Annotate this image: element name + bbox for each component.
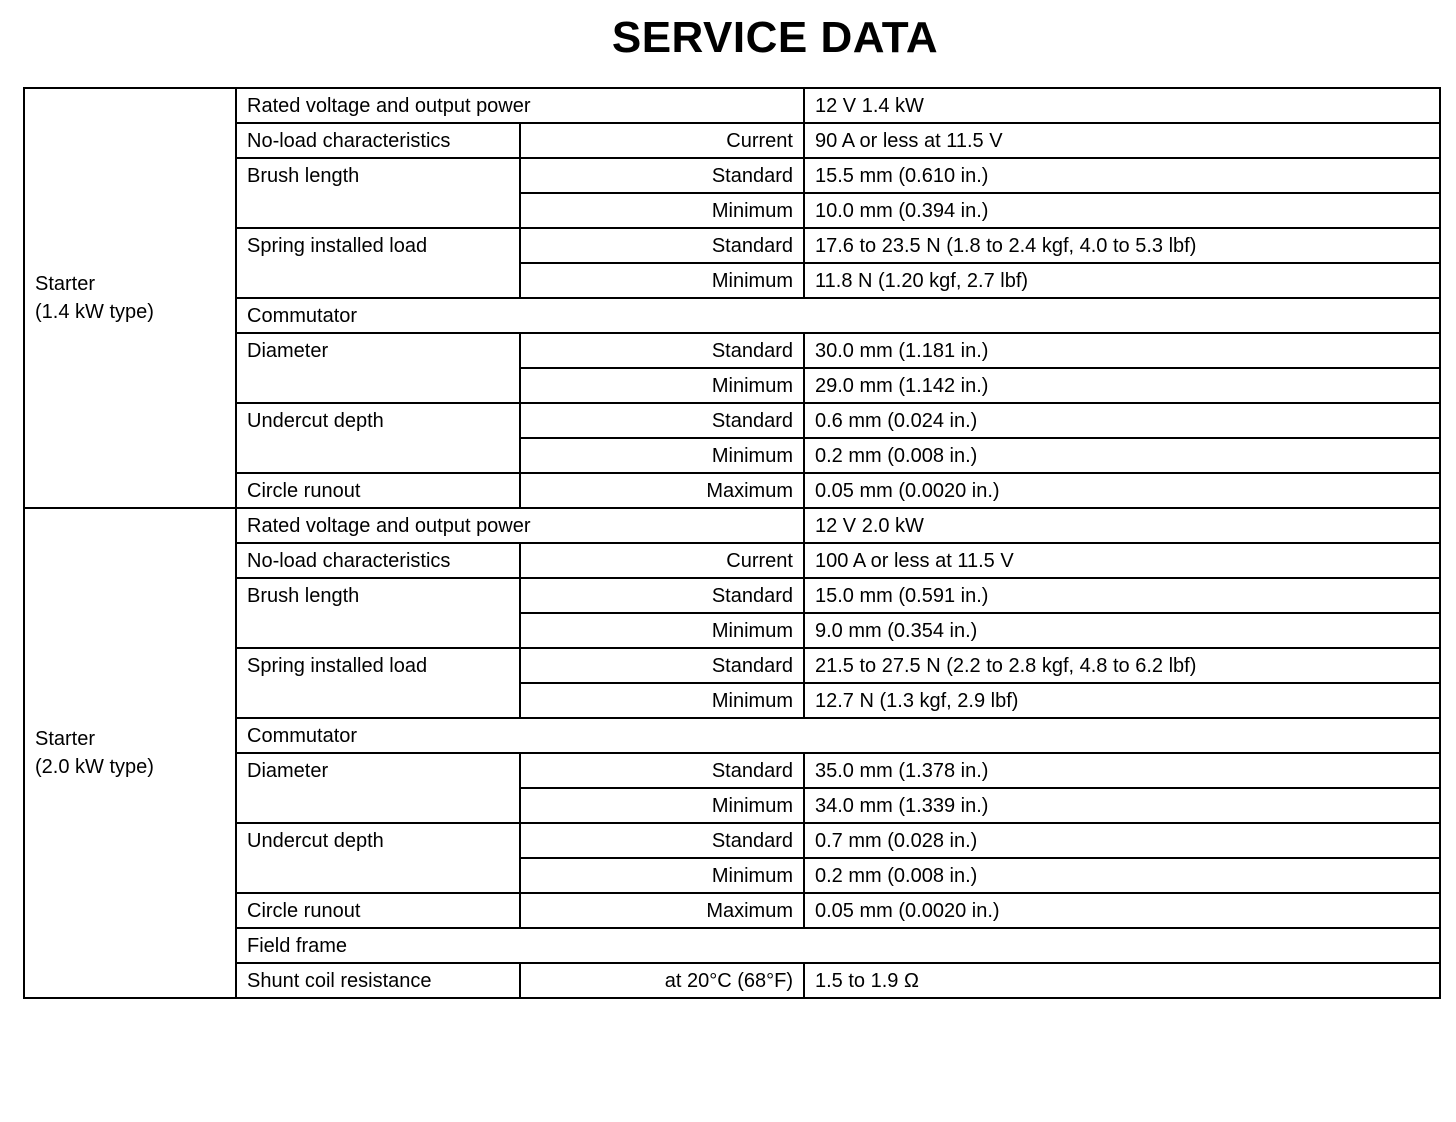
item-sublabel: Standard: [520, 333, 804, 368]
item-label: Spring installed load: [236, 648, 520, 718]
item-label: Diameter: [236, 333, 520, 403]
table-row: [24, 823, 1440, 858]
table-row: [24, 753, 1440, 788]
group-label-1-4kw: Starter (1.4 kW type): [24, 88, 236, 508]
item-sublabel: Minimum: [520, 193, 804, 228]
item-sublabel: Current: [520, 543, 804, 578]
item-value: 10.0 mm (0.394 in.): [804, 193, 1440, 228]
table-row: [24, 228, 1440, 263]
item-sublabel: Minimum: [520, 858, 804, 893]
item-label: Undercut depth: [236, 403, 520, 473]
item-sublabel: Minimum: [520, 368, 804, 403]
item-sublabel: Standard: [520, 228, 804, 263]
item-value: 0.2 mm (0.008 in.): [804, 438, 1440, 473]
item-sublabel: Standard: [520, 823, 804, 858]
item-sublabel: Minimum: [520, 263, 804, 298]
item-value: 0.7 mm (0.028 in.): [804, 823, 1440, 858]
item-label: No-load characteristics: [236, 543, 520, 578]
item-value: 100 A or less at 11.5 V: [804, 543, 1440, 578]
table-row: [24, 508, 1440, 543]
table-row: [24, 403, 1440, 438]
section-heading: Field frame: [236, 928, 1440, 963]
item-sublabel: Standard: [520, 648, 804, 683]
item-value: 12 V 1.4 kW: [804, 88, 1440, 123]
table-row: [24, 123, 1440, 158]
item-sublabel: Minimum: [520, 438, 804, 473]
item-value: 30.0 mm (1.181 in.): [804, 333, 1440, 368]
item-label: Circle runout: [236, 893, 520, 928]
table-row: [24, 543, 1440, 578]
item-sublabel: Standard: [520, 158, 804, 193]
table-row: [24, 578, 1440, 613]
table-row: [24, 893, 1440, 928]
item-sublabel: Standard: [520, 753, 804, 788]
item-value: 21.5 to 27.5 N (2.2 to 2.8 kgf, 4.8 to 6.2 lbf): [804, 648, 1440, 683]
item-label: Brush length: [236, 578, 520, 648]
item-label: Undercut depth: [236, 823, 520, 893]
item-value: 12.7 N (1.3 kgf, 2.9 lbf): [804, 683, 1440, 718]
item-value: 29.0 mm (1.142 in.): [804, 368, 1440, 403]
item-label: Rated voltage and output power: [236, 88, 804, 123]
table-row: [24, 298, 1440, 333]
section-heading: Commutator: [236, 298, 1440, 333]
item-sublabel: Current: [520, 123, 804, 158]
item-value: 15.0 mm (0.591 in.): [804, 578, 1440, 613]
table-row: [24, 158, 1440, 193]
item-sublabel: at 20°C (68°F): [520, 963, 804, 998]
item-value: 12 V 2.0 kW: [804, 508, 1440, 543]
item-value: 9.0 mm (0.354 in.): [804, 613, 1440, 648]
table-row: [24, 333, 1440, 368]
item-label: Rated voltage and output power: [236, 508, 804, 543]
item-value: 0.05 mm (0.0020 in.): [804, 473, 1440, 508]
item-label: No-load characteristics: [236, 123, 520, 158]
item-sublabel: Standard: [520, 578, 804, 613]
table-row: [24, 718, 1440, 753]
item-sublabel: Minimum: [520, 788, 804, 823]
table-row: [24, 648, 1440, 683]
item-sublabel: Minimum: [520, 683, 804, 718]
item-label: Shunt coil resistance: [236, 963, 520, 998]
item-sublabel: Maximum: [520, 893, 804, 928]
item-value: 0.05 mm (0.0020 in.): [804, 893, 1440, 928]
page-title: SERVICE DATA: [611, 13, 939, 62]
item-sublabel: Minimum: [520, 613, 804, 648]
item-value: 34.0 mm (1.339 in.): [804, 788, 1440, 823]
item-value: 11.8 N (1.20 kgf, 2.7 lbf): [804, 263, 1440, 298]
item-value: 17.6 to 23.5 N (1.8 to 2.4 kgf, 4.0 to 5.3 lbf): [804, 228, 1440, 263]
item-value: 0.2 mm (0.008 in.): [804, 858, 1440, 893]
item-label: Diameter: [236, 753, 520, 823]
item-sublabel: Maximum: [520, 473, 804, 508]
item-label: Circle runout: [236, 473, 520, 508]
item-value: 1.5 to 1.9 Ω: [804, 963, 1440, 998]
item-value: 0.6 mm (0.024 in.): [804, 403, 1440, 438]
table-row: [24, 473, 1440, 508]
table-row: [24, 963, 1440, 998]
item-value: 90 A or less at 11.5 V: [804, 123, 1440, 158]
group-label-2-0kw: Starter (2.0 kW type): [24, 508, 236, 998]
item-value: 15.5 mm (0.610 in.): [804, 158, 1440, 193]
item-label: Spring installed load: [236, 228, 520, 298]
item-sublabel: Standard: [520, 403, 804, 438]
item-label: Brush length: [236, 158, 520, 228]
table-row: [24, 88, 1440, 123]
section-heading: Commutator: [236, 718, 1440, 753]
service-data-table: [23, 87, 1441, 999]
item-value: 35.0 mm (1.378 in.): [804, 753, 1440, 788]
table-row: [24, 928, 1440, 963]
